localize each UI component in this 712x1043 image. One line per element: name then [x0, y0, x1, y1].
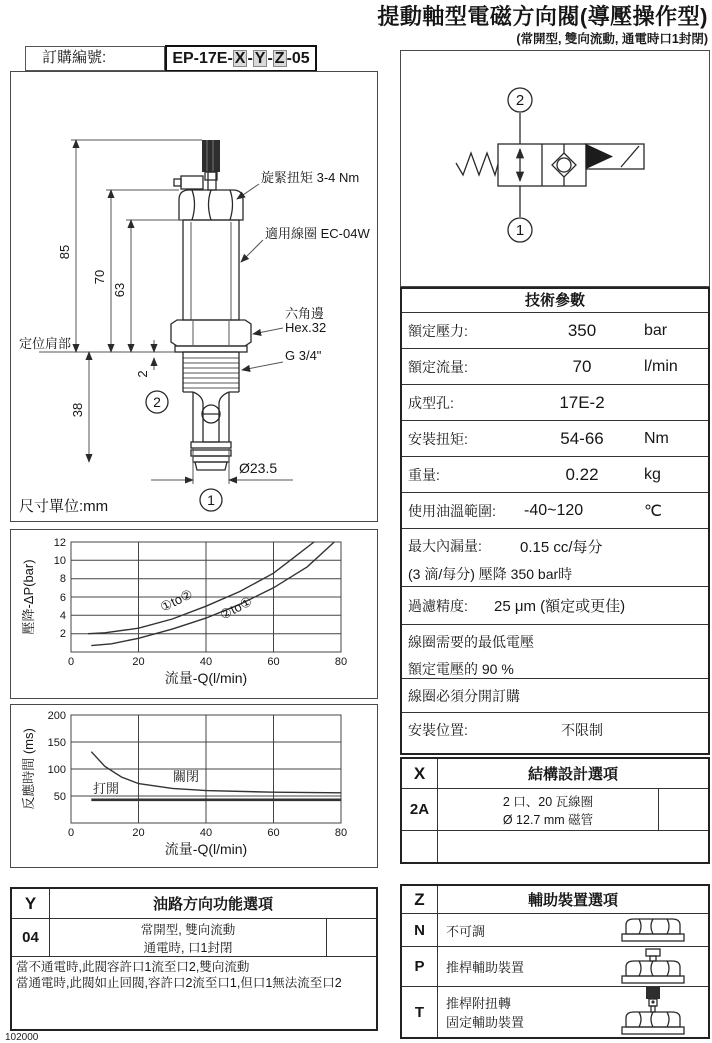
- xtick: 20: [132, 656, 145, 668]
- option-line1: 常開型, 雙向流動: [140, 922, 236, 937]
- coil-label: 適用線圈 EC-04W: [265, 226, 370, 241]
- chart2-ylabel: 反應時間 (ms): [21, 728, 36, 810]
- nut-icon-svg: [610, 916, 696, 944]
- z-option-row-p: [402, 947, 708, 987]
- option-line1: 不可調: [446, 923, 486, 939]
- option-line1: 2 口、20 瓦線圈: [502, 794, 594, 809]
- callout-labels: [237, 170, 370, 370]
- option-tail-cell: [658, 789, 708, 830]
- option-description: [438, 987, 598, 1037]
- empty-code-cell: [402, 831, 438, 862]
- symbol-graphics: [456, 113, 644, 217]
- push-pin-nut-icon: [598, 947, 708, 986]
- row-label: 安裝位置:: [408, 722, 468, 738]
- option-code: T: [402, 987, 438, 1037]
- xtick: 40: [199, 656, 213, 668]
- option-code: 04: [12, 919, 50, 956]
- row-value: 0.15 cc/每分: [520, 539, 603, 556]
- pin-nut-icon-svg: [610, 948, 696, 986]
- row-label: 過濾精度:: [408, 597, 468, 614]
- dim-2: 2: [135, 370, 150, 378]
- footer-code: 102000: [5, 1032, 39, 1043]
- tech-row-coil-order: [402, 679, 708, 713]
- option-tail-cell: [326, 919, 376, 956]
- row-value: 25 μm (額定或更佳): [494, 598, 626, 615]
- valve-drawing: [11, 72, 376, 520]
- tech-row-pressure: [402, 313, 708, 349]
- symbol-port2-label: 2: [515, 92, 525, 109]
- series-label-close: 關閉: [173, 769, 200, 784]
- chart1-ticks: [54, 537, 347, 668]
- dim-63: 63: [112, 282, 127, 298]
- chart1-grid: [71, 542, 341, 652]
- option-line1: 推桿輔助裝置: [446, 960, 525, 975]
- option-line2: 固定輔助裝置: [446, 1015, 525, 1030]
- row-unit: kg: [644, 465, 661, 483]
- z-option-table: [400, 884, 710, 1039]
- x-header-code: X: [402, 759, 438, 788]
- y-note-line2: 當通電時,此閥如止回閥,容許口2流至口1,但口1無法流至口2: [16, 975, 342, 990]
- valve-drawing-panel: [10, 71, 378, 522]
- xtick: 20: [132, 827, 145, 839]
- page-subtitle: (常開型, 雙向流動, 通電時口1封閉): [516, 32, 708, 46]
- thread-label: G 3/4": [285, 348, 322, 363]
- x-option-row-2a: [402, 789, 708, 831]
- y-note-line1: 當不通電時,此閥容許口1流至口2,雙向流動: [16, 960, 250, 974]
- dim-dia: Ø23.5: [239, 460, 278, 476]
- row-label: 額定壓力:: [408, 322, 468, 339]
- ytick: 12: [53, 537, 66, 549]
- x-option-table: [400, 757, 710, 864]
- row-value: 350: [567, 320, 597, 340]
- row-unit: Nm: [644, 429, 669, 447]
- y-table-title: 油路方向功能選項: [152, 896, 273, 913]
- row-value-line2: (3 滴/每分) 壓降 350 bar時: [408, 565, 573, 582]
- option-line2: Ø 12.7 mm 磁管: [502, 812, 594, 827]
- y-function-notes: [12, 957, 376, 994]
- ytick: 2: [59, 628, 66, 640]
- option-description: [50, 919, 326, 956]
- z-table-header: [402, 886, 708, 914]
- option-code: 2A: [402, 789, 438, 830]
- drawing-port2-label: 2: [153, 394, 161, 410]
- z-header-code: Z: [402, 886, 438, 913]
- series-label-open: 打開: [93, 781, 120, 796]
- series-label-2to1: ②to①: [217, 593, 255, 623]
- option-line1: 推桿附扭轉: [446, 996, 512, 1011]
- ytick: 10: [53, 555, 66, 567]
- row-label: 額定流量:: [408, 358, 468, 375]
- knurled-knob-icon-svg: [610, 987, 696, 1037]
- option-code: P: [402, 947, 438, 986]
- tech-row-temp: [402, 493, 708, 529]
- non-adjustable-nut-icon: [598, 914, 708, 946]
- row-value: 17E-2: [559, 392, 605, 412]
- pn-option-y: Y: [254, 50, 266, 67]
- row-unit: bar: [644, 321, 668, 339]
- ytick: 4: [59, 610, 66, 622]
- row-label: 最大內漏量:: [408, 538, 482, 554]
- ytick: 200: [47, 710, 66, 722]
- xtick: 60: [267, 656, 280, 668]
- torque-label: 旋緊扭矩 3-4 Nm: [261, 170, 360, 185]
- xtick: 40: [199, 827, 213, 839]
- pressure-drop-chart-panel: [10, 529, 378, 699]
- page-header: [377, 0, 708, 47]
- series-label-1to2: ①to②: [157, 586, 196, 615]
- symbol-port1-label: 1: [515, 222, 525, 239]
- x-empty-row: [402, 831, 708, 862]
- row-label: 重量:: [408, 466, 440, 483]
- pn-option-x: X: [234, 50, 246, 67]
- row-value: 0.22: [565, 464, 599, 484]
- pn-option-z: Z: [274, 50, 285, 67]
- tech-params-title: 技術參數: [402, 289, 708, 313]
- valve-body-outline: [171, 140, 251, 470]
- y-header-code: Y: [12, 889, 50, 918]
- row-line1: 線圈需要的最低電壓: [408, 634, 534, 650]
- chart1-xlabel: 流量-Q(l/min): [164, 670, 248, 686]
- xtick: 60: [267, 827, 280, 839]
- xtick: 0: [67, 827, 75, 839]
- x-table-header: [402, 759, 708, 789]
- tech-row-torque: [402, 421, 708, 457]
- row-line2: 額定電壓的 90 %: [408, 660, 514, 677]
- port-markers: [146, 391, 222, 511]
- row-value: -40~120: [524, 501, 584, 519]
- hex-label-2: Hex.32: [285, 320, 327, 335]
- twist-lock-knob-icon: [598, 987, 708, 1037]
- y-table-header: [12, 889, 376, 919]
- x-table-title: 結構設計選項: [527, 766, 618, 783]
- row-label: 使用油溫範圍:: [408, 502, 496, 519]
- row-value: 不限制: [561, 722, 603, 738]
- ytick: 150: [47, 737, 66, 749]
- ytick: 100: [47, 764, 66, 776]
- shoulder-label: 定位肩部: [19, 336, 72, 351]
- page-title: 提動軸型電磁方向閥(導壓操作型): [377, 4, 708, 29]
- dim-38: 38: [70, 402, 85, 418]
- tech-row-coil-voltage: [402, 625, 708, 679]
- chart1-ylabel: 壓降-ΔP(bar): [21, 559, 36, 635]
- option-code: N: [402, 914, 438, 946]
- z-table-title: 輔助裝置選項: [527, 892, 618, 909]
- row-value: 70: [572, 356, 592, 376]
- hydraulic-symbol: [401, 51, 708, 285]
- ytick: 6: [59, 592, 66, 604]
- row-label: 線圈必須分開訂購: [408, 687, 520, 704]
- z-option-row-n: [402, 914, 708, 947]
- tech-row-mounting: [402, 713, 708, 747]
- tech-params-table: [400, 287, 710, 755]
- option-description: [438, 914, 598, 946]
- tech-row-filtration: [402, 587, 708, 625]
- xtick: 80: [334, 656, 348, 668]
- drawing-port1-label: 1: [207, 492, 215, 508]
- row-unit: ℃: [644, 502, 662, 520]
- y-option-table: [10, 887, 378, 1031]
- row-unit: l/min: [644, 357, 678, 375]
- row-label: 成型孔:: [408, 394, 454, 411]
- ytick: 50: [53, 791, 66, 803]
- tech-row-leakage: [402, 529, 708, 587]
- y-option-row-04: [12, 919, 376, 957]
- order-number-value: EP-17E- X - Y - Z -05: [165, 45, 317, 72]
- tech-row-weight: [402, 457, 708, 493]
- dimension-lines: [39, 140, 293, 484]
- tech-row-cavity: [402, 385, 708, 421]
- response-time-chart-panel: [10, 704, 378, 868]
- dim-70: 70: [92, 269, 107, 285]
- unit-note: 尺寸單位:mm: [19, 498, 109, 515]
- curve-close: [91, 752, 341, 793]
- option-line2: 通電時, 口1封閉: [143, 940, 233, 955]
- ytick: 8: [59, 573, 66, 585]
- row-label: 安裝扭矩:: [408, 430, 468, 447]
- row-value: 54-66: [560, 428, 604, 448]
- hex-label-1: 六角邊: [285, 306, 325, 321]
- option-description: [438, 789, 658, 830]
- order-number-label: 訂購編號:: [25, 46, 165, 71]
- xtick: 80: [334, 827, 348, 839]
- chart2-grid: [71, 715, 341, 823]
- pn-suffix: -05: [286, 50, 310, 67]
- response-time-chart: [11, 705, 376, 866]
- tech-row-flow: [402, 349, 708, 385]
- xtick: 0: [67, 656, 75, 668]
- z-option-row-t: [402, 987, 708, 1037]
- pn-prefix: EP-17E-: [172, 50, 233, 67]
- pressure-drop-chart: [11, 530, 376, 697]
- dim-85: 85: [57, 244, 72, 260]
- hydraulic-symbol-panel: [400, 50, 710, 287]
- chart2-xlabel: 流量-Q(l/min): [164, 841, 248, 857]
- option-description: [438, 947, 598, 986]
